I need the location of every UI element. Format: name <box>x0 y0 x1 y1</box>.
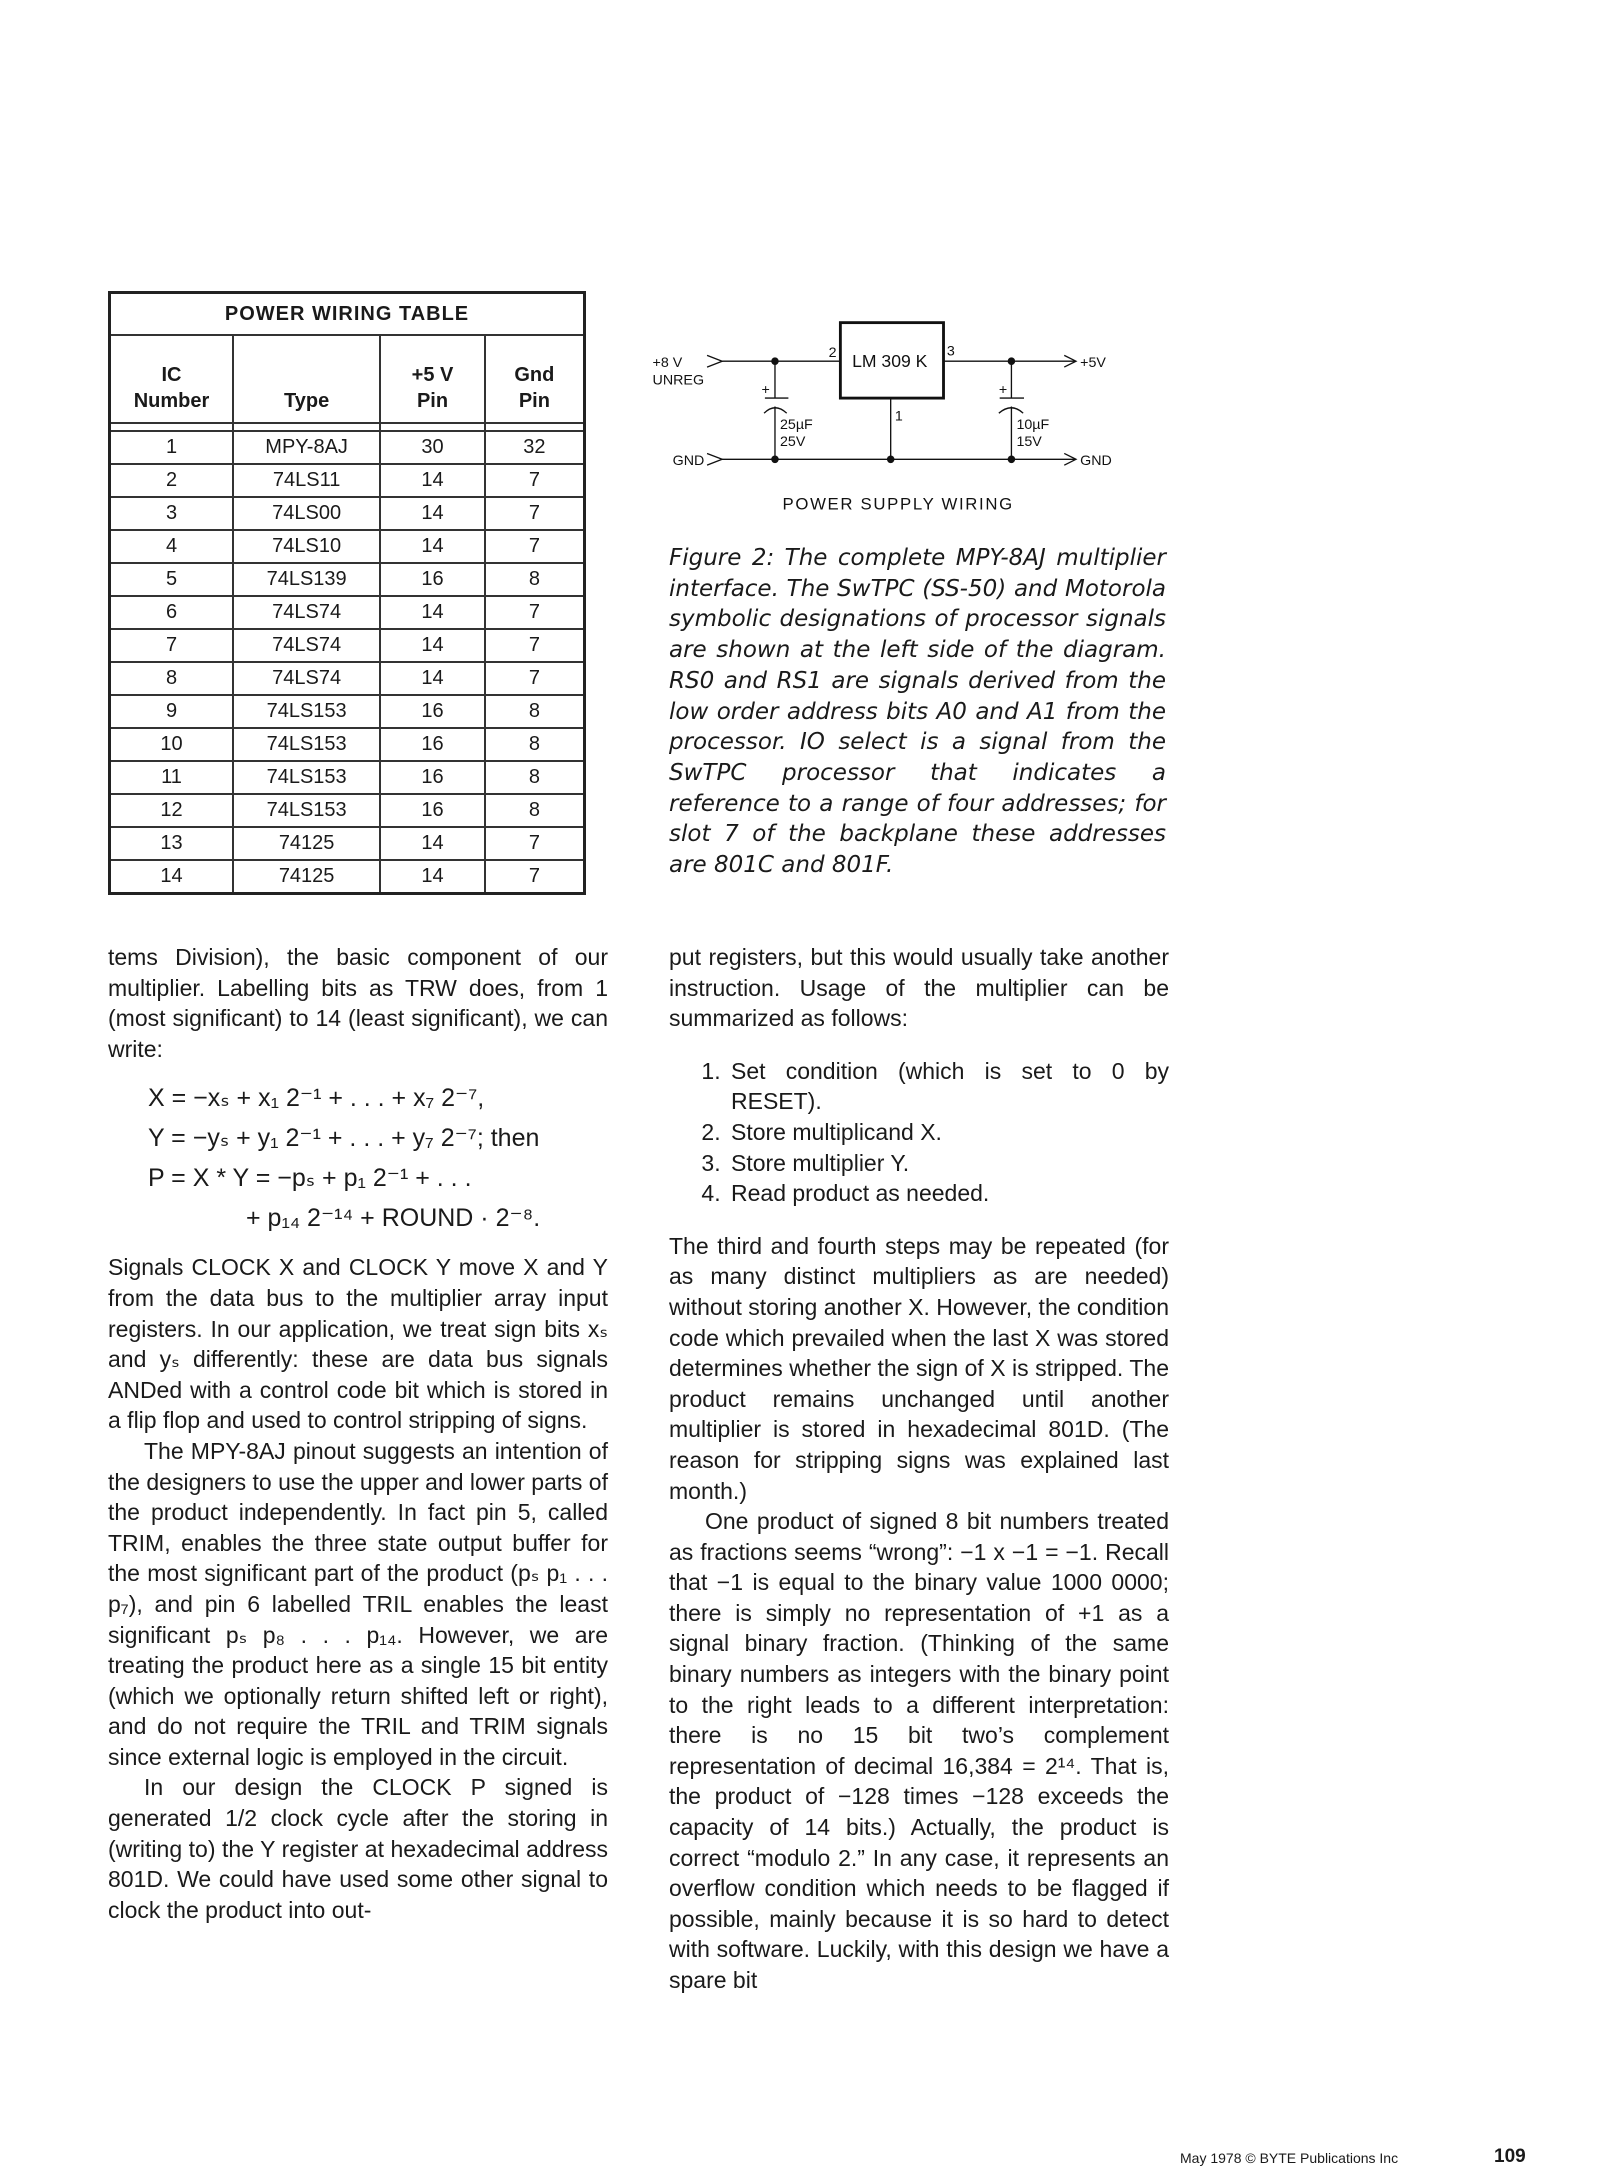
out-label: +5V <box>1080 355 1106 372</box>
cell-5v-pin: 14 <box>380 662 485 695</box>
cell-gnd-pin: 32 <box>485 431 585 464</box>
table-row <box>110 464 585 497</box>
cell-type: 74LS153 <box>233 761 380 794</box>
cell-ic-number: 9 <box>110 695 234 728</box>
cell-ic-number: 5 <box>110 563 234 596</box>
cell-gnd-pin: 7 <box>485 464 585 497</box>
table-title: POWER WIRING TABLE <box>110 293 585 336</box>
table-row <box>110 761 585 794</box>
table-row <box>110 596 585 629</box>
cap1-voltage: 25V <box>780 433 806 450</box>
usage-steps <box>669 1056 1169 1209</box>
table-row <box>110 530 585 563</box>
cell-5v-pin: 14 <box>380 827 485 860</box>
cap2-voltage: 15V <box>1016 433 1042 450</box>
cell-type: 74LS11 <box>233 464 380 497</box>
cell-type: MPY-8AJ <box>233 431 380 464</box>
cell-ic-number: 1 <box>110 431 234 464</box>
page-number: 109 <box>1494 2146 1526 2167</box>
header-gnd-pin: Gnd Pin <box>485 335 585 423</box>
cell-5v-pin: 16 <box>380 695 485 728</box>
paragraph: tems Division), the basic component of our multiplier. Labelling bits as TRW does, from 1 (most significant) to 14 (least significant), we can write: <box>108 944 608 1062</box>
left-column <box>108 942 608 1925</box>
step: 1. Set condition (which is set to 0 by RESET). <box>727 1056 1169 1117</box>
junction-dots <box>771 357 1015 463</box>
cell-gnd-pin: 8 <box>485 695 585 728</box>
step: 3. Store multiplier Y. <box>727 1148 1169 1179</box>
cell-gnd-pin: 7 <box>485 662 585 695</box>
table-row <box>110 662 585 695</box>
step: 4. Read product as needed. <box>727 1178 1169 1209</box>
equation-y: Y = −yₛ + y₁ 2⁻¹ + . . . + y₇ 2⁻⁷; then <box>148 1124 540 1153</box>
table-row <box>110 431 585 464</box>
cell-5v-pin: 14 <box>380 596 485 629</box>
pin-2-label: 2 <box>828 345 837 362</box>
cell-gnd-pin: 7 <box>485 860 585 894</box>
cap1-plus: + <box>761 381 770 398</box>
cell-ic-number: 12 <box>110 794 234 827</box>
paragraph: In our design the CLOCK P signed is generated 1/2 clock cycle after the storing in (writing to) the Y register at hexadecimal address 801D. We could have used some other signal to clock the product into out- <box>108 1774 608 1923</box>
header-5v-pin: +5 V Pin <box>380 335 485 423</box>
pin-3-label: 3 <box>946 343 955 360</box>
paragraph: One product of signed 8 bit numbers treated as fractions seems “wrong”: −1 x −1 = −1. Recall that −1 is equal to the binary value 1000 0000; there is simply no representation of +1 as a signal binary fraction. (Thinking of the same binary numbers as integers with the binary point to the right leads to a different interpretation: there is no 15 bit two’s complement representation of decimal 16,384 = 2¹⁴. That is, the product of −128 times −128 exceeds the capacity of 14 bits.) Actually, the product is correct “modulo 2.” In any case, it represents an overflow condition which needs to be flagged if possible, mainly because it is so hard to detect with software. Luckily, with this design we have a spare bit <box>669 1508 1169 1993</box>
paragraph: The MPY-8AJ pinout suggests an intention of the designers to use the upper and lower parts of the product independently. In fact pin 5, called TRIM, enables the three state output buffer for the most significant part of the product (pₛ p₁ . . . p₇), and pin 6 labelled TRIL enables the least significant pₛ p₈ . . . p₁₄. However, we are treating the product here as a single 15 bit entity (which we optionally return shifted left or right), and do not require the TRIL and TRIM signals since external logic is employed in the circuit. <box>108 1437 608 1770</box>
cell-gnd-pin: 8 <box>485 794 585 827</box>
cell-type: 74125 <box>233 860 380 894</box>
cell-gnd-pin: 7 <box>485 596 585 629</box>
equations <box>148 1078 608 1238</box>
cell-5v-pin: 16 <box>380 728 485 761</box>
cell-ic-number: 11 <box>110 761 234 794</box>
cell-ic-number: 8 <box>110 662 234 695</box>
cell-gnd-pin: 8 <box>485 728 585 761</box>
cell-gnd-pin: 7 <box>485 497 585 530</box>
cell-5v-pin: 14 <box>380 860 485 894</box>
input-arrow-icon <box>707 355 722 367</box>
cell-gnd-pin: 7 <box>485 629 585 662</box>
table-body <box>110 431 585 894</box>
cell-type: 74LS00 <box>233 497 380 530</box>
cap1-value: 25µF <box>780 417 813 434</box>
power-supply-wiring-diagram <box>600 300 1121 518</box>
cell-type: 74LS74 <box>233 662 380 695</box>
cell-type: 74LS74 <box>233 629 380 662</box>
cell-type: 74125 <box>233 827 380 860</box>
equation-p: P = X * Y = −pₛ + p₁ 2⁻¹ + . . . <box>148 1164 472 1193</box>
table-row <box>110 794 585 827</box>
paragraph: Signals CLOCK X and CLOCK Y move X and Y from the data bus to the multiplier array input registers. In our application, we treat sign bits xₛ and yₛ differently: these are data bus signals ANDed with a control code bit which is stored in a flip flop and used to control stripping of signs. <box>108 1254 608 1434</box>
right-column <box>669 942 1169 1996</box>
cell-gnd-pin: 8 <box>485 761 585 794</box>
table-row <box>110 497 585 530</box>
table-row <box>110 695 585 728</box>
gnd-out-label: GND <box>1080 453 1112 470</box>
cell-5v-pin: 30 <box>380 431 485 464</box>
header-type: Type <box>233 335 380 423</box>
figure-caption: Figure 2: The complete MPY-8AJ multiplier interface. The SwTPC (SS-50) and Motorola symbolic designations of processor signals are shown at the left side of the diagram. RS0 and RS1 are signals derived from the low order address bits A0 and A1 from the processor. IO select is a signal from the SwTPC processor that indicates a reference to a range of four addresses; for slot 7 of the backplane these addresses are 801C and 801F. <box>669 545 1166 879</box>
gnd-in-label: GND <box>672 453 705 470</box>
unreg-label: UNREG <box>652 372 705 389</box>
equation-p-cont: + p₁₄ 2⁻¹⁴ + ROUND · 2⁻⁸. <box>246 1204 541 1233</box>
pin-1-label: 1 <box>894 408 903 425</box>
cell-ic-number: 4 <box>110 530 234 563</box>
cell-gnd-pin: 7 <box>485 827 585 860</box>
cell-type: 74LS74 <box>233 596 380 629</box>
table-row <box>110 827 585 860</box>
cell-5v-pin: 16 <box>380 761 485 794</box>
cell-type: 74LS10 <box>233 530 380 563</box>
cell-ic-number: 14 <box>110 860 234 894</box>
cell-type: 74LS153 <box>233 695 380 728</box>
cell-5v-pin: 14 <box>380 530 485 563</box>
cell-5v-pin: 14 <box>380 629 485 662</box>
cell-gnd-pin: 8 <box>485 563 585 596</box>
in-label: +8 V <box>652 355 683 372</box>
step: 2. Store multiplicand X. <box>727 1117 1169 1148</box>
paragraph: The third and fourth steps may be repeated (for as many distinct multipliers as are needed) without storing another X. However, the condition code which prevailed when the last X was stored determines whether the sign of X is stripped. The product remains unchanged until another multiplier is stored in hexadecimal 801D. (The reason for stripping signs was explained last month.) <box>669 1232 1169 1504</box>
power-wiring-table <box>108 291 586 895</box>
cap2-plus: + <box>998 381 1008 398</box>
cell-ic-number: 6 <box>110 596 234 629</box>
cell-5v-pin: 16 <box>380 563 485 596</box>
footer-credit: May 1978 © BYTE Publications Inc <box>1180 2150 1399 2166</box>
cap2-value: 10µF <box>1016 417 1050 434</box>
cell-ic-number: 10 <box>110 728 234 761</box>
table-row <box>110 563 585 596</box>
paragraph: put registers, but this would usually take another instruction. Usage of the multiplier can be summarized as follows: <box>669 944 1169 1032</box>
cell-ic-number: 13 <box>110 827 234 860</box>
table-row <box>110 860 585 894</box>
diagram-title: POWER SUPPLY WIRING <box>782 494 1014 514</box>
cell-5v-pin: 14 <box>380 497 485 530</box>
cell-type: 74LS153 <box>233 728 380 761</box>
cell-ic-number: 7 <box>110 629 234 662</box>
cell-5v-pin: 14 <box>380 464 485 497</box>
cell-gnd-pin: 7 <box>485 530 585 563</box>
cell-ic-number: 2 <box>110 464 234 497</box>
cell-type: 74LS153 <box>233 794 380 827</box>
cell-5v-pin: 16 <box>380 794 485 827</box>
header-ic-number: IC Number <box>110 335 234 423</box>
gnd-in-arrow-icon <box>707 453 722 465</box>
chip-label: LM 309 K <box>852 351 928 372</box>
equation-x: X = −xₛ + x₁ 2⁻¹ + . . . + x₇ 2⁻⁷, <box>148 1084 485 1113</box>
cell-type: 74LS139 <box>233 563 380 596</box>
table-row <box>110 629 585 662</box>
table-row <box>110 728 585 761</box>
cell-ic-number: 3 <box>110 497 234 530</box>
